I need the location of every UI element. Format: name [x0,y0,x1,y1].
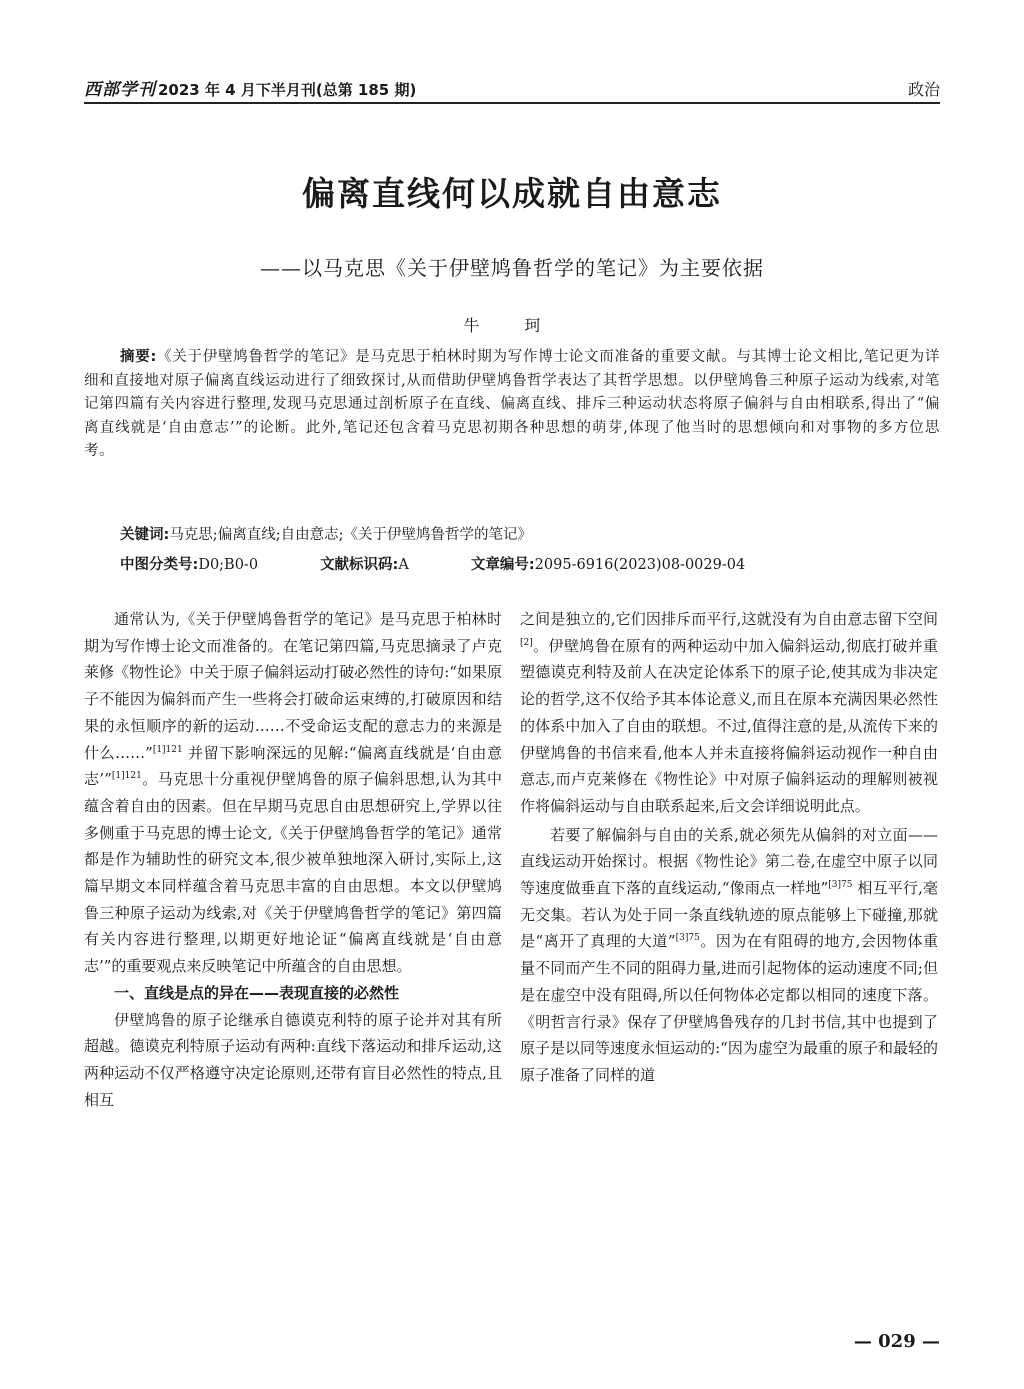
body-paragraph [84,606,502,980]
classification-line [120,553,940,574]
keywords-label: 关键词: [120,527,170,543]
citation: [3]75 [828,880,853,891]
abstract-label: 摘要: [120,349,157,365]
abstract [84,346,940,464]
text-run: 。因为在有阻碍的地方,会因物体重量不同而产生不同的阻碍力量,进而引起物体的运动速度不同;但是在虚空中没有阻碍,所以任何物体必定都以相同的速度下落。《明哲言行录》保存了伊壁鸠鲁残存的几封书信,其中也提到了原子是以同等速度永恒运动的:“因为虚空为最重的原子和最轻的原子准备了同样的道 [520,932,938,1084]
body-paragraph [520,606,938,820]
citation: [1]121 [111,771,142,782]
article-number [471,553,745,574]
body-paragraph [520,822,938,1089]
body-column-right [520,606,938,1089]
author-name: 牛 珂 [463,316,561,335]
body-column-left [84,606,502,1113]
running-header [84,72,940,100]
clc-label: 中图分类号: [120,557,199,573]
text-run: 。马克思十分重视伊壁鸠鲁的原子偏斜思想,认为其中蕴含着自由的因素。但在早期马克思自由思想研究上,学界以往多侧重于马克思的博士论文,《关于伊壁鸠鲁哲学的笔记》通常都是作为辅助性的研究文本,很少被单独地深入研讨,实际上,这篇早期文本同样蕴含着马克思丰富的自由思想。本文以伊壁鸠鲁三种原子运动为线索,对《关于伊壁鸠鲁哲学的笔记》第四篇有关内容进行整理,以期更好地论证“偏离直线就是‘自由意志’”的重要观点来反映笔记中所蕴含的自由思想。 [84,770,502,976]
header-rule [84,102,940,104]
text-run: 并留下影响深远的见解:“偏离直线就是‘自由意志’” [84,743,502,789]
article-title: 偏离直线何以成就自由意志 [302,174,722,213]
keywords-text: 马克思;偏离直线;自由意志;《关于伊壁鸠鲁哲学的笔记》 [169,527,532,543]
page-number: — 029 — [853,1331,940,1352]
section-label: 政治 [907,80,940,99]
text-run: 。伊壁鸠鲁在原有的两种运动中加入偏斜运动,彻底打破并重塑德谟克利特及前人在决定论体系下的原子论,使其成为非决定论的哲学,这不仅给予其本体论意义,而且在原本充满因果必然性的体系中加入了自由的联想。不过,值得注意的是,从流传下来的伊壁鸠鲁的书信来看,他本人并未直接将偏斜运动视作一种自由意志,而卢克莱修在《物性论》中对原子偏斜运动的理解则被视作将偏斜运动与自由联系起来,后文会详细说明此点。 [520,636,938,815]
clc-number [120,553,258,574]
text-run: 通常认为,《关于伊壁鸠鲁哲学的笔记》是马克思于柏林时期为写作博士论文而准备的。在笔记第四篇,马克思摘录了卢克莱修《物性论》中关于原子偏斜运动打破必然性的诗句:“如果原子不能因为偏斜而产生一些将会打破命运束缚的,打破原因和结果的永恒顺序的新的运动……不受命运支配的意志力的来源是什么……” [84,610,502,762]
citation: [3]75 [675,933,700,944]
art-value: 2095-6916(2023)08-0029-04 [534,557,746,573]
clc-value: D0;B0-0 [198,557,259,573]
document-code [320,553,409,574]
header-left [84,75,416,100]
abstract-paragraph [84,346,940,464]
journal-logo: 西部学刊 [84,80,156,100]
issue-info: 2023 年 4 月下半月刊(总第 185 期) [158,81,417,99]
abstract-text: 《关于伊壁鸠鲁哲学的笔记》是马克思于柏林时期为写作博士论文而准备的重要文献。与其博士论文相比,笔记更为详细和直接地对原子偏离直线运动进行了细致探讨,从而借助伊壁鸠鲁哲学表达了其哲学思想。以伊壁鸠鲁三种原子运动为线索,对笔记第四篇有关内容进行整理,发现马克思通过剖析原子在直线、偏离直线、排斥三种运动状态将原子偏斜与自由相联系,得出了“偏离直线就是‘自由意志’”的论断。此外,笔记还包含着马克思初期各种思想的萌芽,体现了他当时的思想倾向和对事物的多方位思考。 [84,349,941,460]
section-heading: 一、直线是点的异在——表现直接的必然性 [114,983,400,1002]
art-label: 文章编号: [470,557,535,573]
keywords [120,523,532,544]
text-run: 之间是独立的,它们因排斥而平行,这就没有为自由意志留下空间 [520,610,938,628]
doc-label: 文献标识码: [320,557,399,573]
text-run: 若要了解偏斜与自由的关系,就必须先从偏斜的对立面——直线运动开始探讨。根据《物性论》第二卷,在虚空中原子以同等速度做垂直下落的直线运动,“像雨点一样地” [520,825,938,898]
citation: [2] [520,637,533,648]
citation: [1]121 [152,744,183,755]
body-paragraph: 伊壁鸠鲁的原子论继承自德谟克利特的原子论并对其有所超越。德谟克利特原子运动有两种:直线下落运动和排斥运动,这两种运动不仅严格遵守决定论原则,还带有盲目必然性的特点,且相互 [84,1010,502,1109]
doc-value: A [398,557,409,573]
text-run: 相互平行,毫无交集。若认为处于同一条直线轨迹的原点能够上下碰撞,那就是“离开了真理的大道” [520,879,938,951]
article-subtitle: ——以马克思《关于伊壁鸠鲁哲学的笔记》为主要依据 [260,256,764,280]
